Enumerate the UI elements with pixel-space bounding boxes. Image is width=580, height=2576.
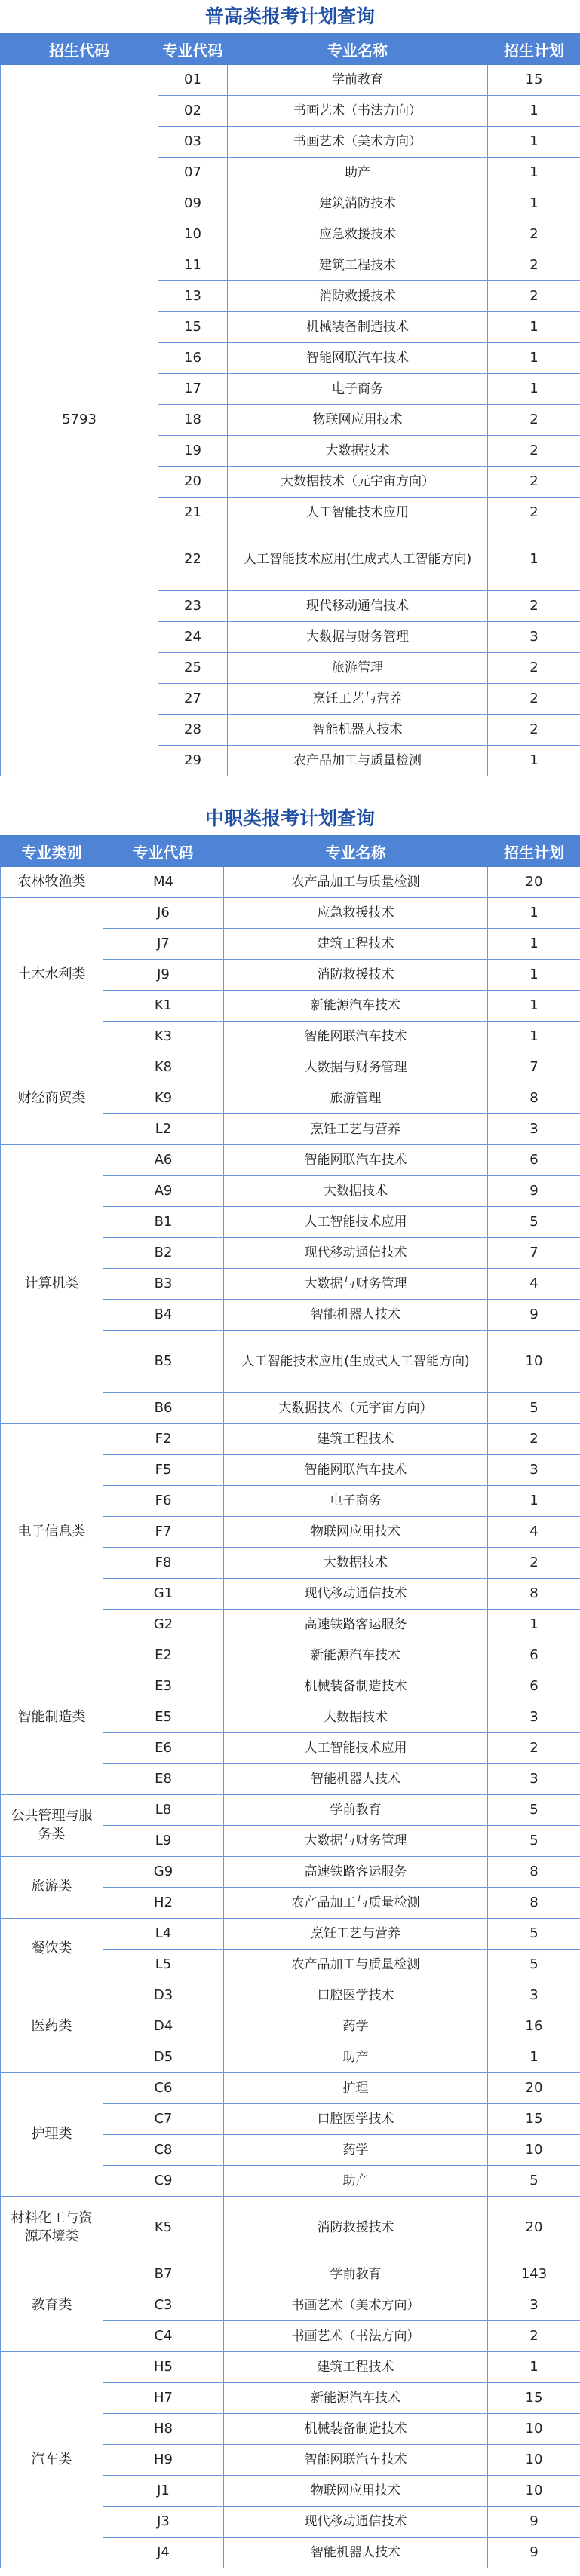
header-major-name: 专业名称 xyxy=(224,836,488,867)
header-major-code: 专业代码 xyxy=(103,836,224,867)
plan-cell: 2 xyxy=(488,653,580,684)
major-name-cell: 机械装备制造技术 xyxy=(224,1671,488,1702)
major-name-cell: 消防救援技术 xyxy=(224,2197,488,2259)
major-name-cell: 物联网应用技术 xyxy=(224,2476,488,2507)
category-cell: 财经商贸类 xyxy=(1,1052,103,1145)
major-name-cell: 建筑工程技术 xyxy=(224,1424,488,1455)
major-code-cell: 13 xyxy=(158,281,228,312)
category-cell: 农林牧渔类 xyxy=(1,867,103,898)
major-code-cell: A9 xyxy=(103,1176,224,1207)
major-name-cell: 智能网联汽车技术 xyxy=(228,343,488,374)
header-category: 专业类别 xyxy=(1,836,103,867)
major-code-cell: 07 xyxy=(158,158,228,188)
major-name-cell: 大数据技术 xyxy=(228,436,488,467)
major-code-cell: C3 xyxy=(103,2290,224,2321)
major-code-cell: E8 xyxy=(103,1764,224,1795)
major-code-cell: H8 xyxy=(103,2414,224,2445)
plan-cell: 8 xyxy=(488,1888,580,1919)
major-code-cell: 01 xyxy=(158,65,228,96)
table-row xyxy=(1,65,580,96)
major-code-cell: D3 xyxy=(103,1980,224,2011)
table-row xyxy=(1,2197,580,2259)
plan-cell: 4 xyxy=(488,1517,580,1548)
plan-cell: 10 xyxy=(488,2135,580,2166)
major-code-cell: L4 xyxy=(103,1919,224,1950)
plan-cell: 20 xyxy=(488,2197,580,2259)
header-major-code: 专业代码 xyxy=(158,34,228,65)
major-code-cell: E5 xyxy=(103,1702,224,1733)
category-cell: 旅游类 xyxy=(1,1857,103,1919)
major-name-cell: 人工智能技术应用 xyxy=(228,498,488,528)
plan-cell: 20 xyxy=(488,2073,580,2104)
table-row xyxy=(1,2259,580,2290)
plan-cell: 1 xyxy=(488,2042,580,2073)
table-row xyxy=(1,2352,580,2383)
table-row xyxy=(1,1919,580,1950)
header-enroll-code: 招生代码 xyxy=(1,34,158,65)
table-row xyxy=(1,1980,580,2011)
major-name-cell: 智能机器人技术 xyxy=(224,2538,488,2568)
plan-cell: 2 xyxy=(488,2321,580,2352)
major-name-cell: 高速铁路客运服务 xyxy=(224,1857,488,1888)
major-code-cell: K9 xyxy=(103,1083,224,1114)
category-cell: 土木水利类 xyxy=(1,898,103,1052)
plan-cell: 8 xyxy=(488,1579,580,1610)
major-code-cell: L5 xyxy=(103,1950,224,1980)
plan-cell: 7 xyxy=(488,1238,580,1269)
major-code-cell: K3 xyxy=(103,1022,224,1052)
major-name-cell: 大数据技术 xyxy=(224,1702,488,1733)
major-code-cell: F6 xyxy=(103,1486,224,1517)
plan-cell: 1 xyxy=(488,929,580,960)
header-plan: 招生计划 xyxy=(488,836,580,867)
category-cell: 教育类 xyxy=(1,2259,103,2352)
major-name-cell: 建筑工程技术 xyxy=(224,2352,488,2383)
table-row xyxy=(1,1145,580,1176)
plan-cell: 1 xyxy=(488,1610,580,1640)
category-cell: 公共管理与服务类 xyxy=(1,1795,103,1857)
plan-cell: 1 xyxy=(488,528,580,591)
major-name-cell: 消防救援技术 xyxy=(228,281,488,312)
plan-cell: 1 xyxy=(488,991,580,1022)
major-code-cell: K5 xyxy=(103,2197,224,2259)
major-name-cell: 建筑工程技术 xyxy=(224,929,488,960)
plan-cell: 9 xyxy=(488,1300,580,1331)
major-name-cell: 书画艺术（书法方向） xyxy=(228,96,488,127)
major-name-cell: 现代移动通信技术 xyxy=(224,1579,488,1610)
plan-cell: 10 xyxy=(488,1331,580,1393)
major-name-cell: 农产品加工与质量检测 xyxy=(224,1950,488,1980)
plan-cell: 1 xyxy=(488,158,580,188)
major-code-cell: C6 xyxy=(103,2073,224,2104)
major-code-cell: 15 xyxy=(158,312,228,343)
category-cell: 电子信息类 xyxy=(1,1424,103,1640)
plan-cell: 9 xyxy=(488,2538,580,2568)
major-name-cell: 新能源汽车技术 xyxy=(224,991,488,1022)
plan-cell: 9 xyxy=(488,1176,580,1207)
major-name-cell: 农产品加工与质量检测 xyxy=(228,746,488,776)
major-code-cell: K1 xyxy=(103,991,224,1022)
major-code-cell: 23 xyxy=(158,591,228,622)
plan-cell: 3 xyxy=(488,1980,580,2011)
header-major-name: 专业名称 xyxy=(228,34,488,65)
major-name-cell: 应急救援技术 xyxy=(228,219,488,250)
plan-cell: 3 xyxy=(488,1114,580,1145)
major-name-cell: 智能网联汽车技术 xyxy=(224,1145,488,1176)
major-code-cell: 24 xyxy=(158,622,228,653)
major-code-cell: 02 xyxy=(158,96,228,127)
major-name-cell: 电子商务 xyxy=(224,1486,488,1517)
major-code-cell: L9 xyxy=(103,1826,224,1857)
major-name-cell: 大数据技术（元宇宙方向） xyxy=(224,1393,488,1424)
major-code-cell: B2 xyxy=(103,1238,224,1269)
plan-cell: 2 xyxy=(488,467,580,498)
major-code-cell: 03 xyxy=(158,127,228,158)
major-name-cell: 建筑工程技术 xyxy=(228,250,488,281)
major-name-cell: 智能网联汽车技术 xyxy=(224,1022,488,1052)
table-header-row xyxy=(1,34,580,65)
major-code-cell: 29 xyxy=(158,746,228,776)
plan-cell: 1 xyxy=(488,374,580,405)
category-cell: 餐饮类 xyxy=(1,1919,103,1980)
major-code-cell: H5 xyxy=(103,2352,224,2383)
plan-cell: 10 xyxy=(488,2414,580,2445)
major-name-cell: 烹饪工艺与营养 xyxy=(224,1919,488,1950)
major-name-cell: 药学 xyxy=(224,2135,488,2166)
major-name-cell: 大数据与财务管理 xyxy=(224,1052,488,1083)
major-name-cell: 建筑消防技术 xyxy=(228,188,488,219)
major-code-cell: E2 xyxy=(103,1640,224,1671)
plan-cell: 1 xyxy=(488,312,580,343)
plan-cell: 20 xyxy=(488,867,580,898)
plan-cell: 1 xyxy=(488,898,580,929)
major-name-cell: 物联网应用技术 xyxy=(228,405,488,436)
major-code-cell: J4 xyxy=(103,2538,224,2568)
major-code-cell: 27 xyxy=(158,684,228,715)
plan-cell: 3 xyxy=(488,2290,580,2321)
major-code-cell: J7 xyxy=(103,929,224,960)
major-code-cell: A6 xyxy=(103,1145,224,1176)
major-code-cell: F7 xyxy=(103,1517,224,1548)
section-1-title: 普高类报考计划查询 xyxy=(204,5,375,27)
plan-cell: 143 xyxy=(488,2259,580,2290)
plan-cell: 5 xyxy=(488,1207,580,1238)
general-plan-body xyxy=(1,65,580,776)
major-name-cell: 农产品加工与质量检测 xyxy=(224,1888,488,1919)
category-cell: 医药类 xyxy=(1,1980,103,2073)
plan-cell: 5 xyxy=(488,1393,580,1424)
plan-cell: 1 xyxy=(488,960,580,991)
section-1 xyxy=(0,0,580,776)
plan-cell: 1 xyxy=(488,96,580,127)
major-code-cell: 28 xyxy=(158,715,228,746)
major-code-cell: 25 xyxy=(158,653,228,684)
section-2 xyxy=(0,802,580,2568)
plan-cell: 8 xyxy=(488,1083,580,1114)
plan-cell: 10 xyxy=(488,2476,580,2507)
major-code-cell: 19 xyxy=(158,436,228,467)
major-code-cell: C9 xyxy=(103,2166,224,2197)
major-code-cell: L8 xyxy=(103,1795,224,1826)
category-cell: 护理类 xyxy=(1,2073,103,2197)
plan-cell: 1 xyxy=(488,1486,580,1517)
major-name-cell: 大数据与财务管理 xyxy=(224,1269,488,1300)
major-code-cell: B1 xyxy=(103,1207,224,1238)
major-code-cell: H9 xyxy=(103,2445,224,2476)
plan-cell: 3 xyxy=(488,622,580,653)
enroll-code-cell: 5793 xyxy=(1,65,158,776)
plan-cell: 6 xyxy=(488,1671,580,1702)
major-name-cell: 物联网应用技术 xyxy=(224,1517,488,1548)
plan-cell: 5 xyxy=(488,1950,580,1980)
plan-cell: 9 xyxy=(488,2507,580,2538)
major-name-cell: 大数据与财务管理 xyxy=(228,622,488,653)
plan-cell: 3 xyxy=(488,1702,580,1733)
major-code-cell: F8 xyxy=(103,1548,224,1579)
major-code-cell: C8 xyxy=(103,2135,224,2166)
plan-cell: 3 xyxy=(488,1455,580,1486)
plan-cell: 6 xyxy=(488,1145,580,1176)
major-name-cell: 助产 xyxy=(228,158,488,188)
plan-cell: 1 xyxy=(488,188,580,219)
major-name-cell: 书画艺术（美术方向） xyxy=(224,2290,488,2321)
major-name-cell: 机械装备制造技术 xyxy=(224,2414,488,2445)
plan-cell: 2 xyxy=(488,1733,580,1764)
major-name-cell: 烹饪工艺与营养 xyxy=(228,684,488,715)
major-code-cell: G2 xyxy=(103,1610,224,1640)
major-code-cell: H7 xyxy=(103,2383,224,2414)
major-code-cell: J3 xyxy=(103,2507,224,2538)
plan-cell: 2 xyxy=(488,219,580,250)
major-name-cell: 大数据技术 xyxy=(224,1548,488,1579)
major-name-cell: 现代移动通信技术 xyxy=(224,1238,488,1269)
major-name-cell: 旅游管理 xyxy=(228,653,488,684)
plan-cell: 1 xyxy=(488,2352,580,2383)
major-code-cell: 22 xyxy=(158,528,228,591)
section-2-title: 中职类报考计划查询 xyxy=(204,807,375,829)
plan-cell: 16 xyxy=(488,2011,580,2042)
major-code-cell: B6 xyxy=(103,1393,224,1424)
major-code-cell: K8 xyxy=(103,1052,224,1083)
major-name-cell: 书画艺术（书法方向） xyxy=(224,2321,488,2352)
plan-cell: 2 xyxy=(488,1548,580,1579)
major-name-cell: 大数据技术（元宇宙方向） xyxy=(228,467,488,498)
major-name-cell: 大数据技术 xyxy=(224,1176,488,1207)
category-cell: 汽车类 xyxy=(1,2352,103,2568)
table-row xyxy=(1,898,580,929)
major-code-cell: 10 xyxy=(158,219,228,250)
major-code-cell: 20 xyxy=(158,467,228,498)
plan-cell: 15 xyxy=(488,2104,580,2135)
plan-cell: 2 xyxy=(488,591,580,622)
major-name-cell: 学前教育 xyxy=(224,1795,488,1826)
category-cell: 智能制造类 xyxy=(1,1640,103,1795)
major-code-cell: L2 xyxy=(103,1114,224,1145)
major-code-cell: B7 xyxy=(103,2259,224,2290)
category-cell: 计算机类 xyxy=(1,1145,103,1424)
major-name-cell: 人工智能技术应用 xyxy=(224,1207,488,1238)
major-code-cell: 17 xyxy=(158,374,228,405)
major-code-cell: C7 xyxy=(103,2104,224,2135)
major-code-cell: F5 xyxy=(103,1455,224,1486)
plan-cell: 3 xyxy=(488,1764,580,1795)
major-name-cell: 智能网联汽车技术 xyxy=(224,2445,488,2476)
major-name-cell: 智能机器人技术 xyxy=(224,1764,488,1795)
major-code-cell: E6 xyxy=(103,1733,224,1764)
plan-cell: 1 xyxy=(488,127,580,158)
major-name-cell: 新能源汽车技术 xyxy=(224,1640,488,1671)
major-name-cell: 大数据与财务管理 xyxy=(224,1826,488,1857)
plan-cell: 1 xyxy=(488,1022,580,1052)
plan-cell: 4 xyxy=(488,1269,580,1300)
major-code-cell: J6 xyxy=(103,898,224,929)
plan-cell: 5 xyxy=(488,1919,580,1950)
plan-cell: 5 xyxy=(488,1826,580,1857)
table-row xyxy=(1,1640,580,1671)
major-code-cell: G9 xyxy=(103,1857,224,1888)
plan-cell: 10 xyxy=(488,2445,580,2476)
major-name-cell: 农产品加工与质量检测 xyxy=(224,867,488,898)
major-name-cell: 学前教育 xyxy=(228,65,488,96)
major-code-cell: 21 xyxy=(158,498,228,528)
plan-cell: 5 xyxy=(488,1795,580,1826)
major-name-cell: 智能网联汽车技术 xyxy=(224,1455,488,1486)
vocational-plan-table xyxy=(0,835,580,2568)
major-code-cell: B5 xyxy=(103,1331,224,1393)
major-name-cell: 机械装备制造技术 xyxy=(228,312,488,343)
table-row xyxy=(1,1795,580,1826)
major-code-cell: J1 xyxy=(103,2476,224,2507)
major-name-cell: 口腔医学技术 xyxy=(224,1980,488,2011)
major-code-cell: B4 xyxy=(103,1300,224,1331)
plan-cell: 2 xyxy=(488,684,580,715)
major-name-cell: 高速铁路客运服务 xyxy=(224,1610,488,1640)
major-code-cell: 18 xyxy=(158,405,228,436)
category-cell: 材料化工与资源环境类 xyxy=(1,2197,103,2259)
major-name-cell: 智能机器人技术 xyxy=(224,1300,488,1331)
plan-cell: 15 xyxy=(488,65,580,96)
major-name-cell: 助产 xyxy=(224,2042,488,2073)
plan-cell: 7 xyxy=(488,1052,580,1083)
major-name-cell: 消防救援技术 xyxy=(224,960,488,991)
section-spacer xyxy=(0,776,580,802)
plan-cell: 6 xyxy=(488,1640,580,1671)
table-header-row xyxy=(1,836,580,867)
major-name-cell: 药学 xyxy=(224,2011,488,2042)
major-name-cell: 护理 xyxy=(224,2073,488,2104)
major-name-cell: 人工智能技术应用(生成式人工智能方向) xyxy=(224,1331,488,1393)
table-row xyxy=(1,867,580,898)
plan-cell: 5 xyxy=(488,2166,580,2197)
plan-cell: 2 xyxy=(488,250,580,281)
major-name-cell: 现代移动通信技术 xyxy=(224,2507,488,2538)
major-name-cell: 现代移动通信技术 xyxy=(228,591,488,622)
major-name-cell: 助产 xyxy=(224,2166,488,2197)
major-name-cell: 旅游管理 xyxy=(224,1083,488,1114)
major-code-cell: 09 xyxy=(158,188,228,219)
major-code-cell: G1 xyxy=(103,1579,224,1610)
vocational-plan-body xyxy=(1,867,580,2568)
major-name-cell: 学前教育 xyxy=(224,2259,488,2290)
major-name-cell: 智能机器人技术 xyxy=(228,715,488,746)
major-name-cell: 人工智能技术应用 xyxy=(224,1733,488,1764)
major-code-cell: E3 xyxy=(103,1671,224,1702)
major-code-cell: 16 xyxy=(158,343,228,374)
plan-cell: 1 xyxy=(488,746,580,776)
major-name-cell: 烹饪工艺与营养 xyxy=(224,1114,488,1145)
plan-cell: 8 xyxy=(488,1857,580,1888)
major-name-cell: 口腔医学技术 xyxy=(224,2104,488,2135)
plan-cell: 2 xyxy=(488,715,580,746)
major-code-cell: D5 xyxy=(103,2042,224,2073)
major-code-cell: C4 xyxy=(103,2321,224,2352)
major-name-cell: 人工智能技术应用(生成式人工智能方向) xyxy=(228,528,488,591)
table-row xyxy=(1,1857,580,1888)
major-code-cell: B3 xyxy=(103,1269,224,1300)
header-plan: 招生计划 xyxy=(488,34,580,65)
table-row xyxy=(1,2073,580,2104)
major-code-cell: M4 xyxy=(103,867,224,898)
major-code-cell: H2 xyxy=(103,1888,224,1919)
plan-cell: 2 xyxy=(488,498,580,528)
general-plan-table xyxy=(0,33,580,776)
plan-cell: 1 xyxy=(488,343,580,374)
major-name-cell: 电子商务 xyxy=(228,374,488,405)
major-code-cell: 11 xyxy=(158,250,228,281)
plan-cell: 2 xyxy=(488,405,580,436)
plan-cell: 15 xyxy=(488,2383,580,2414)
plan-cell: 2 xyxy=(488,281,580,312)
major-name-cell: 书画艺术（美术方向） xyxy=(228,127,488,158)
major-code-cell: J9 xyxy=(103,960,224,991)
major-name-cell: 应急救援技术 xyxy=(224,898,488,929)
major-name-cell: 新能源汽车技术 xyxy=(224,2383,488,2414)
major-code-cell: D4 xyxy=(103,2011,224,2042)
plan-cell: 2 xyxy=(488,1424,580,1455)
plan-cell: 2 xyxy=(488,436,580,467)
table-row xyxy=(1,1424,580,1455)
table-row xyxy=(1,1052,580,1083)
major-code-cell: F2 xyxy=(103,1424,224,1455)
